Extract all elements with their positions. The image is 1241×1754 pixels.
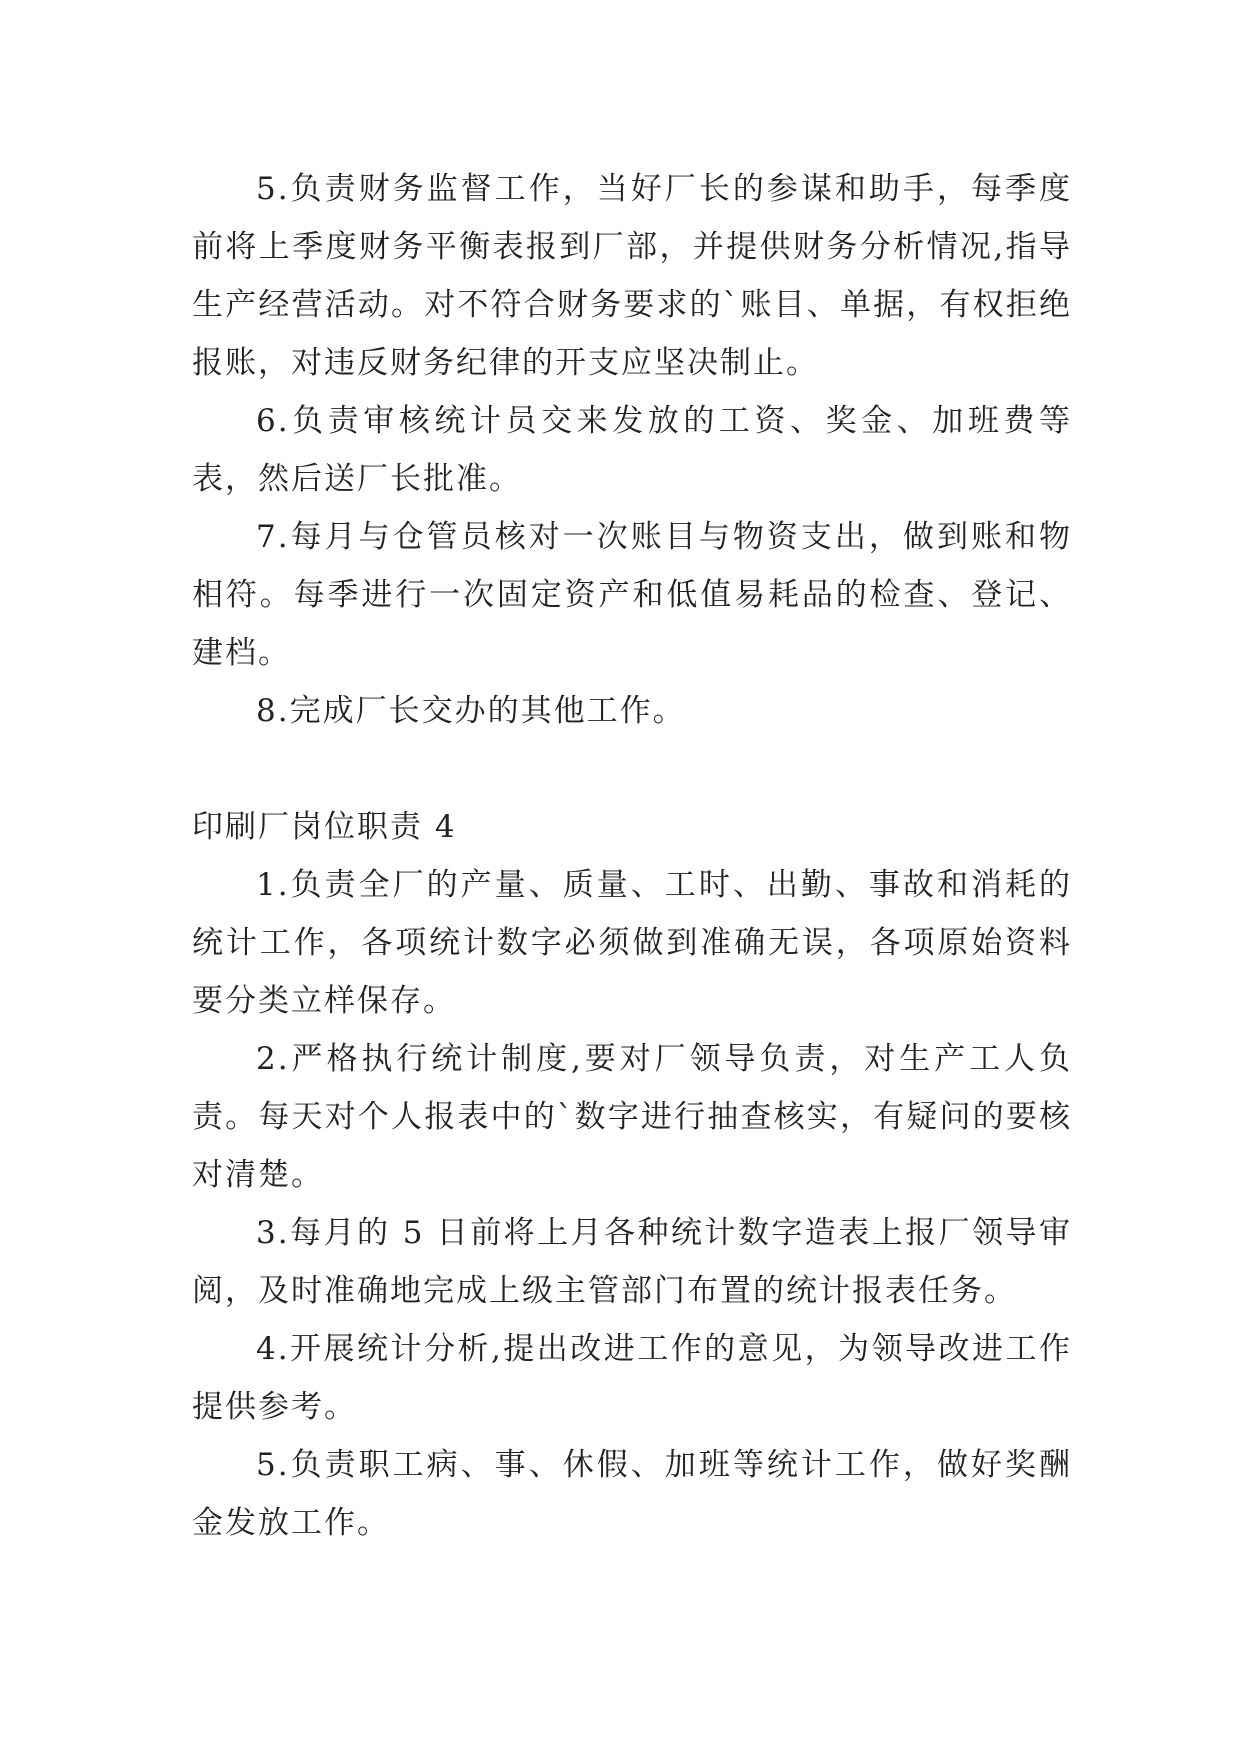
paragraph-item-8-other: 8.完成厂长交办的其他工作。 [256,693,686,729]
paragraph-item-2-system: 2.严格执行统计制度,要对厂领导负责，对生产工人负责。每天对个人报表中的`数字进行抽查核实，有疑问的要核对清楚。 [192,1041,1072,1193]
paragraph-item-3-monthly-report: 3.每月的 5 日前将上月各种统计数字造表上报厂领导审阅，及时准确地完成上级主管部门布置的统计报表任务。 [192,1215,1072,1309]
paragraph-item-4-analysis: 4.开展统计分析,提出改进工作的意见，为领导改进工作提供参考。 [192,1331,1072,1425]
paragraph-item-5-leave: 5.负责职工病、事、休假、加班等统计工作，做好奖酬金发放工作。 [192,1447,1072,1541]
paragraph-item-5-finance: 5.负责财务监督工作，当好厂长的参谋和助手，每季度前将上季度财务平衡表报到厂部，并提供财务分析情况,指导生产经营活动。对不符合财务要求的`账目、单据，有权拒绝报账，对违反财务纪律的开支应坚决制止。 [192,171,1072,381]
document-body [192,160,1072,1552]
section-title: 印刷厂岗位职责 4 [192,809,457,845]
paragraph-item-6-review: 6.负责审核统计员交来发放的工资、奖金、加班费等表，然后送厂长批准。 [192,403,1072,497]
paragraph-item-7-inventory: 7.每月与仓管员核对一次账目与物资支出，做到账和物相符。每季进行一次固定资产和低值易耗品的检查、登记、建档。 [192,519,1072,671]
paragraph-item-1-statistics: 1.负责全厂的产量、质量、工时、出勤、事故和消耗的统计工作，各项统计数字必须做到准确无误，各项原始资料要分类立样保存。 [192,867,1072,1019]
